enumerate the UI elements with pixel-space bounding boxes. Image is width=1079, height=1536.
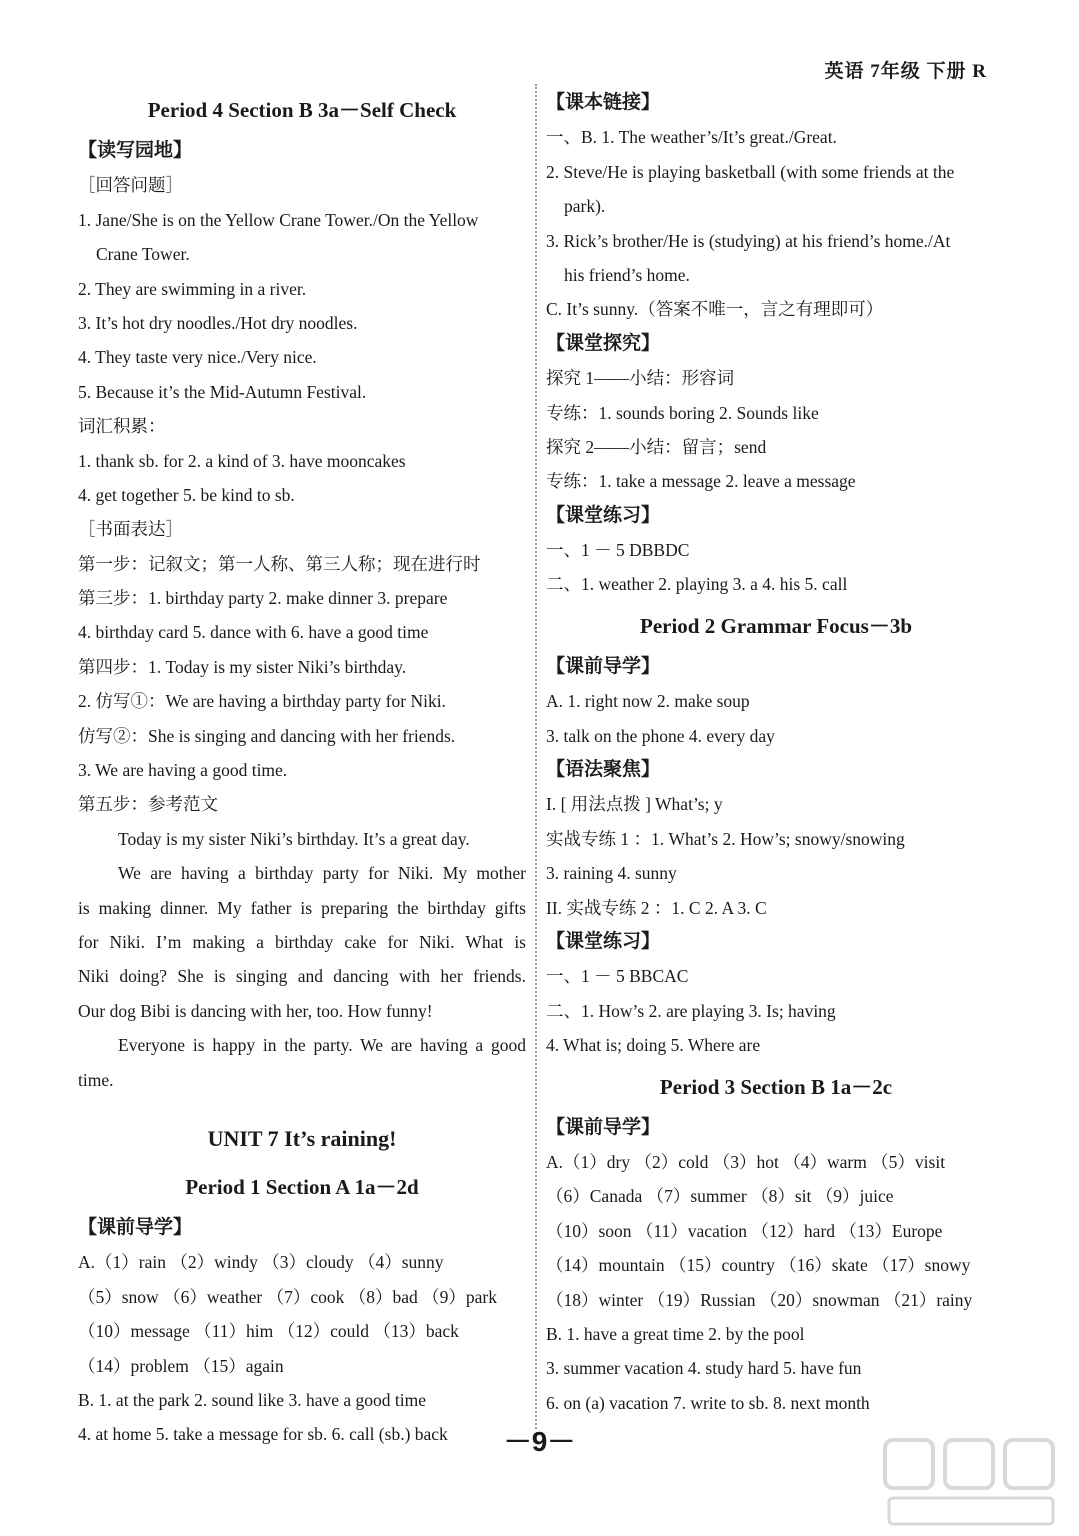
text-line: A. 1. right now 2. make soup [546,691,750,712]
text-line: 探究 1——小结：形容词 [546,368,735,389]
text-line: 第三步：1. birthday party 2. make dinner 3. prepare [78,588,448,609]
text-line: ［回答问题］ [78,175,183,196]
text-line: A.（1）dry （2）cold （3）hot （4）warm （5）visit [546,1151,946,1172]
text-line: C. It’s sunny.（答案不唯一，言之有理即可） [546,299,884,320]
text-line: 4. They taste very nice./Very nice. [78,347,317,368]
text-line: 第四步：1. Today is my sister Niki’s birthday. [78,656,407,677]
text-line: 专练：1. take a message 2. leave a message [546,471,856,492]
text-line: 4. get together 5. be kind to sb. [78,484,295,505]
page-header: 英语 7年级 下册 R [824,61,987,82]
text-line: B. 1. have a great time 2. by the pool [546,1323,805,1344]
text-line: 3. Rick’s brother/He is (studying) at his friend’s home./At [546,230,951,251]
text-line: （6）Canada （7）summer （8）sit （9）juice [546,1186,894,1207]
text-line: time. [78,1069,114,1090]
section-heading: Period 3 Section B 1a－2c [659,1074,893,1099]
text-line: Everyone is happy in the party. We are having a good [118,1035,526,1056]
text-line: 一、1 － 5 DBBDC [546,540,690,561]
text-line: 6. on (a) vacation 7. write to sb. 8. next month [546,1392,870,1413]
text-line: 词汇积累： [78,416,166,437]
text-line: 4. What is; doing 5. Where are [546,1035,761,1056]
text-line: II. 实战专练 2 ：1. C 2. A 3. C [546,897,767,918]
section-label: 【课堂练习】 [546,504,661,526]
text-line: ［书面表达］ [78,519,183,540]
column-divider [535,84,537,1429]
text-line: 专练：1. sounds boring 2. Sounds like [546,402,819,423]
text-line: 第一步：记叙文；第一人称、第三人称；现在进行时 [78,553,481,574]
text-line: A.（1）rain （2）windy （3）cloudy （4）sunny [78,1252,444,1273]
watermark-logo-icon [881,1436,1061,1528]
text-line: for Niki. I’m making a birthday cake for Niki. What is [78,931,526,952]
section-label: 【课前导学】 [546,655,661,677]
text-line: We are having a birthday party for Niki. My mother [118,863,526,884]
text-line: 3. raining 4. sunny [546,863,677,884]
text-line: （14）problem （15）again [78,1355,284,1376]
text-line: 二、1. weather 2. playing 3. a 4. his 5. call [546,574,848,595]
text-line: 2. 仿写①：We are having a birthday party for Niki. [78,691,446,712]
section-heading: Period 1 Section A 1a－2d [185,1174,419,1199]
text-line: 仿写②：She is singing and dancing with her friends. [78,725,456,746]
section-label: 【课本链接】 [546,92,661,113]
text-line: 3. We are having a good time. [78,760,288,781]
text-line: （18）winter （19）Russian （20）snowman （21）rainy [546,1289,973,1310]
text-line: 3. summer vacation 4. study hard 5. have fun [546,1358,862,1379]
text-line: is making dinner. My father is preparing the birthday gifts [78,897,526,918]
text-line: his friend’s home. [564,264,690,285]
text-line: Today is my sister Niki’s birthday. It’s a great day. [118,828,470,849]
section-heading: UNIT 7 It’s raining! [207,1125,397,1151]
text-line: B. 1. at the park 2. sound like 3. have a good time [78,1389,426,1410]
text-line: 3. talk on the phone 4. every day [546,725,775,746]
text-line: （14）mountain （15）country （16）skate （17）snowy [546,1255,971,1276]
text-line: （5）snow （6）weather （7）cook （8）bad （9）park [78,1286,497,1307]
text-line: 一、B. 1. The weather’s/It’s great./Great. [546,127,837,148]
text-line: 4. birthday card 5. dance with 6. have a good time [78,622,429,643]
text-line: 实战专练 1 ：1. What’s 2. How’s; snowy/snowing [546,828,905,849]
section-label: 【课前导学】 [546,1116,661,1138]
text-line: Niki doing? She is singing and dancing with her friends. [78,966,526,987]
section-label: 【语法聚焦】 [546,759,661,781]
text-line: Our dog Bibi is dancing with her, too. How funny! [78,1000,433,1021]
text-line: （10）soon （11）vacation （12）hard （13）Europe [546,1220,943,1241]
text-line: 4. at home 5. take a message for sb. 6. call (sb.) back [78,1424,448,1445]
text-line: 1. Jane/She is on the Yellow Crane Tower./On the Yellow [78,209,479,230]
text-line: 2. They are swimming in a river. [78,278,307,299]
text-line: Crane Tower. [96,244,190,265]
text-line: 2. Steve/He is playing basketball (with some friends at the [546,161,955,182]
page-number: －9－ [503,1426,576,1457]
text-line: 探究 2——小结：留言；send [546,436,767,457]
section-label: 【课前导学】 [78,1216,193,1238]
spacer [78,1097,526,1115]
section-heading: Period 4 Section B 3a－Self Check [147,98,457,122]
text-line: 第五步：参考范文 [78,794,218,815]
text-line: I. [ 用法点拨 ] What’s; y [546,794,723,815]
text-line: 1. thank sb. for 2. a kind of 3. have mooncakes [78,450,406,471]
left-column [78,86,526,1452]
text-line: 一、1 － 5 BBCAC [546,966,689,987]
text-line: park). [564,196,606,217]
section-label: 【课堂练习】 [546,930,661,952]
text-line: 5. Because it’s the Mid-Autumn Festival. [78,381,367,402]
section-heading: Period 2 Grammar Focus－3b [640,613,912,638]
section-label: 【读写园地】 [78,140,193,161]
right-column [546,86,1006,1420]
text-line: （10）message （11）him （12）could （13）back [78,1321,459,1342]
text-line: 3. It’s hot dry noodles./Hot dry noodles. [78,312,358,333]
section-label: 【课堂探究】 [546,332,661,354]
text-line: 二、1. How’s 2. are playing 3. Is; having [546,1000,836,1021]
